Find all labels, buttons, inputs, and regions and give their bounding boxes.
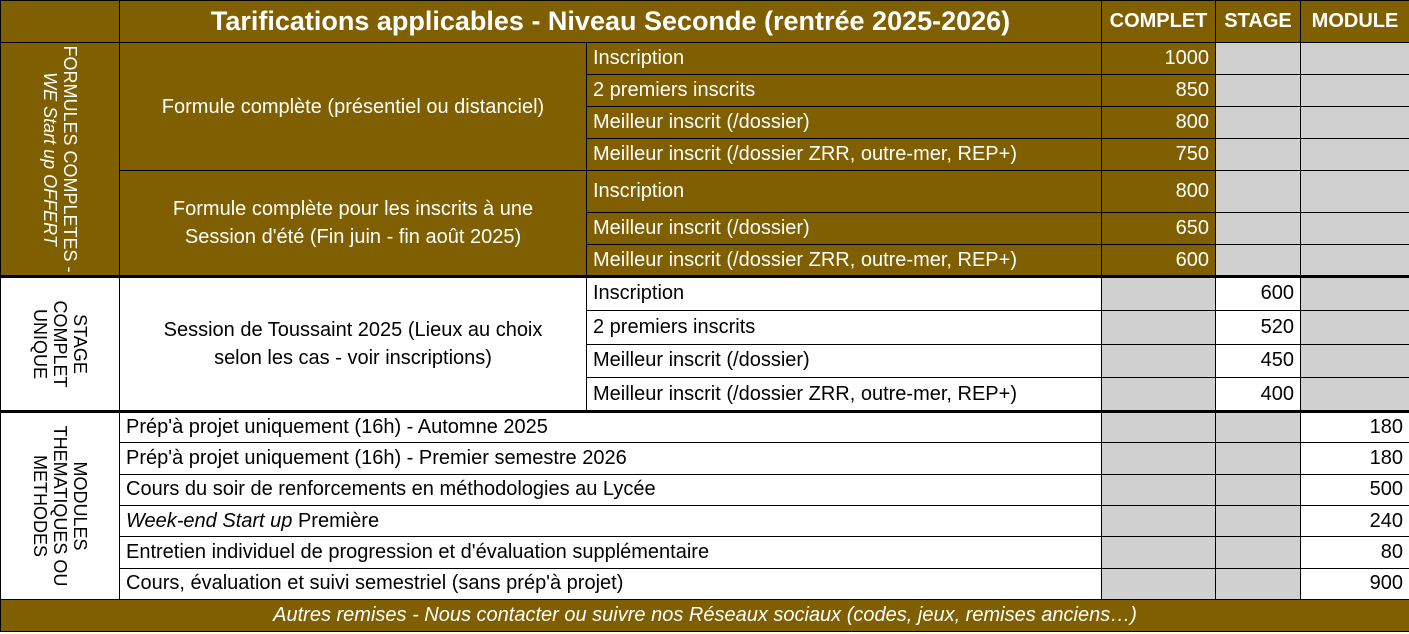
- price-stage: 600: [1216, 277, 1301, 311]
- empty-cell: [1102, 443, 1216, 474]
- section-label-line: METHODES: [30, 454, 50, 557]
- price-complet: 1000: [1102, 43, 1216, 75]
- price-complet: 600: [1102, 245, 1216, 277]
- price-stage: 520: [1216, 310, 1301, 344]
- col-header-module: MODULE: [1301, 1, 1409, 43]
- formula-complete: Formule complète (présentiel ou distanciel): [120, 43, 587, 171]
- empty-cell: [1102, 505, 1216, 536]
- footer-note: Autres remises - Nous contacter ou suivre nos Réseaux sociaux (codes, jeux, remises anciens…): [1, 600, 1409, 632]
- empty-cell: [1216, 107, 1301, 139]
- empty-cell: [1301, 139, 1409, 171]
- footer-row: [1, 600, 1409, 632]
- module-label-italic: Week-end Start up: [126, 509, 293, 532]
- table-row: [1, 171, 1409, 213]
- row-label: Inscription: [587, 171, 1102, 213]
- empty-cell: [1102, 277, 1216, 311]
- section-label-line: FORMULES COMPLETES -: [60, 45, 80, 273]
- section-label-line: UNIQUE: [30, 308, 50, 380]
- empty-cell: [1301, 277, 1409, 311]
- empty-cell: [1216, 139, 1301, 171]
- col-header-stage: STAGE: [1216, 1, 1301, 43]
- empty-cell: [1216, 474, 1301, 505]
- price-module: 180: [1301, 443, 1409, 474]
- empty-cell: [1301, 310, 1409, 344]
- section-label-line: COMPLET: [50, 300, 70, 388]
- module-label: Prép'à projet uniquement (16h) - Premier semestre 2026: [120, 443, 1102, 474]
- price-module: 900: [1301, 568, 1409, 599]
- empty-cell: [1102, 378, 1216, 412]
- price-complet: 750: [1102, 139, 1216, 171]
- price-module: 500: [1301, 474, 1409, 505]
- module-label-rest: Première: [292, 509, 380, 532]
- section-label-line: MODULES: [70, 461, 90, 551]
- price-module: 80: [1301, 537, 1409, 568]
- table-row: [1, 277, 1409, 311]
- empty-cell: [1301, 107, 1409, 139]
- empty-cell: [1301, 75, 1409, 107]
- empty-cell: [1102, 474, 1216, 505]
- empty-cell: [1216, 537, 1301, 568]
- row-label: Meilleur inscrit (/dossier ZRR, outre-mer, REP+): [587, 139, 1102, 171]
- price-complet: 850: [1102, 75, 1216, 107]
- price-complet: 800: [1102, 107, 1216, 139]
- page-title: Tarifications applicables - Niveau Seconde (rentrée 2025-2026): [120, 1, 1102, 43]
- empty-cell: [1301, 171, 1409, 213]
- empty-cell: [1216, 505, 1301, 536]
- row-label: Inscription: [587, 277, 1102, 311]
- empty-cell: [1102, 412, 1216, 443]
- module-label: Prép'à projet uniquement (16h) - Automne 2025: [120, 412, 1102, 443]
- module-label: Entretien individuel de progression et d'évaluation supplémentaire: [120, 537, 1102, 568]
- empty-cell: [1216, 213, 1301, 245]
- table-row: [1, 537, 1409, 568]
- price-stage: 400: [1216, 378, 1301, 412]
- section-label-line: THEMATIQUES OU: [50, 425, 70, 587]
- table-row: [1, 43, 1409, 75]
- formula-toussaint: Session de Toussaint 2025 (Lieux au choix selon les cas - voir inscriptions): [120, 277, 587, 412]
- row-label: Meilleur inscrit (/dossier): [587, 107, 1102, 139]
- module-label: Cours, évaluation et suivi semestriel (sans prép'à projet): [120, 568, 1102, 599]
- section-label-modules: [1, 412, 120, 600]
- empty-cell: [1102, 310, 1216, 344]
- table-row: [1, 474, 1409, 505]
- empty-cell: [1102, 568, 1216, 599]
- header-row: [1, 1, 1409, 43]
- price-module: 180: [1301, 412, 1409, 443]
- col-header-complet: COMPLET: [1102, 1, 1216, 43]
- row-label: Meilleur inscrit (/dossier): [587, 344, 1102, 378]
- row-label: Meilleur inscrit (/dossier): [587, 213, 1102, 245]
- row-label: Meilleur inscrit (/dossier ZRR, outre-mer, REP+): [587, 245, 1102, 277]
- empty-cell: [1216, 171, 1301, 213]
- empty-cell: [1301, 43, 1409, 75]
- empty-cell: [1102, 344, 1216, 378]
- empty-cell: [1301, 378, 1409, 412]
- table-row: [1, 568, 1409, 599]
- formula-summer-session: Formule complète pour les inscrits à une Session d'été (Fin juin - fin août 2025): [120, 171, 587, 277]
- table-row: [1, 505, 1409, 536]
- empty-cell: [1216, 412, 1301, 443]
- section-label-complet: [1, 43, 120, 277]
- empty-cell: [1301, 245, 1409, 277]
- table-row: [1, 443, 1409, 474]
- section-label-stage: [1, 277, 120, 412]
- price-module: 240: [1301, 505, 1409, 536]
- row-label: 2 premiers inscrits: [587, 75, 1102, 107]
- empty-cell: [1301, 344, 1409, 378]
- price-complet: 650: [1102, 213, 1216, 245]
- row-label: Inscription: [587, 43, 1102, 75]
- empty-cell: [1216, 43, 1301, 75]
- empty-cell: [1216, 245, 1301, 277]
- row-label: Meilleur inscrit (/dossier ZRR, outre-mer, REP+): [587, 378, 1102, 412]
- price-complet: 800: [1102, 171, 1216, 213]
- table-row: [1, 412, 1409, 443]
- price-stage: 450: [1216, 344, 1301, 378]
- empty-cell: [1102, 537, 1216, 568]
- module-label: [120, 505, 1102, 536]
- empty-cell: [1216, 568, 1301, 599]
- section-label-line: WE Start up OFFERT: [40, 72, 60, 246]
- row-label: 2 premiers inscrits: [587, 310, 1102, 344]
- header-spacer: [1, 1, 120, 43]
- empty-cell: [1301, 213, 1409, 245]
- module-label: Cours du soir de renforcements en méthodologies au Lycée: [120, 474, 1102, 505]
- section-label-line: STAGE: [70, 314, 90, 374]
- empty-cell: [1216, 443, 1301, 474]
- empty-cell: [1216, 75, 1301, 107]
